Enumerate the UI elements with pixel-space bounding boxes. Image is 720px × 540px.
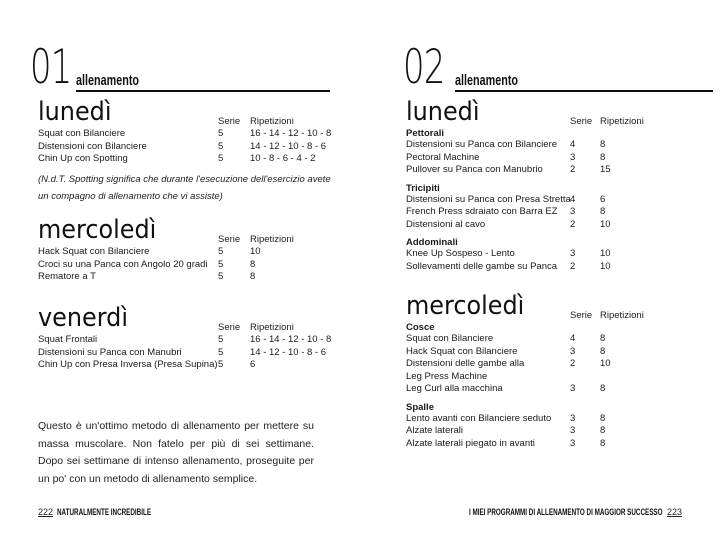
chapter-rule (455, 90, 713, 92)
exercise-sets: 3 (570, 383, 576, 394)
exercise-row (406, 425, 696, 438)
exercise-row (406, 261, 696, 274)
day-title: lunedì (406, 97, 480, 127)
day-section-wednesday (38, 216, 338, 284)
exercise-reps: 8 (600, 383, 606, 394)
exercise-sets: 3 (570, 206, 576, 217)
day-title: mercoledì (38, 215, 157, 245)
exercise-name: Lento avanti con Bilanciere seduto (406, 412, 552, 424)
exercise-sets: 5 (218, 346, 224, 358)
exercise-sets: 5 (218, 128, 224, 139)
exercise-sets: 3 (570, 412, 576, 424)
exercise-sets: 5 (218, 246, 224, 257)
day-title: mercoledì (406, 291, 525, 321)
exercise-row (406, 438, 696, 451)
exercise-row (406, 248, 696, 261)
exercise-sets: 3 (570, 437, 576, 449)
exercise-reps: 10 (600, 218, 611, 230)
exercise-reps: 8 (600, 425, 606, 436)
exercise-row (38, 128, 338, 141)
exercise-row (38, 246, 338, 259)
sets-header: Serie (218, 116, 241, 127)
page-number: 222 (38, 507, 54, 517)
exercise-sets: 2 (570, 358, 576, 369)
exercise-sets: 2 (570, 218, 576, 230)
exercise-reps: 8 (600, 139, 606, 150)
right-page (360, 0, 720, 540)
muscle-group-title: Tricipiti (406, 182, 440, 194)
muscle-group-title: Pettorali (406, 128, 445, 139)
page-footer (38, 507, 191, 517)
sets-header: Serie (570, 116, 593, 127)
exercise-reps: 14 - 12 - 10 - 8 - 6 (250, 346, 327, 358)
exercise-name: Pullover su Panca con Manubrio (406, 164, 543, 175)
exercise-reps: 10 - 8 - 6 - 4 - 2 (250, 153, 316, 164)
muscle-group (406, 402, 696, 451)
exercise-sets: 3 (570, 425, 576, 436)
exercise-reps: 14 - 12 - 10 - 8 - 6 (250, 140, 327, 152)
chapter-header (403, 40, 703, 95)
exercise-name: Croci su una Panca con Angolo 20 gradi (38, 258, 208, 270)
exercise-name: Squat con Bilanciere (406, 333, 494, 344)
day-section-monday (406, 98, 696, 273)
exercise-reps: 8 (600, 206, 606, 217)
reps-header: Ripetizioni (250, 322, 294, 333)
exercise-row (406, 194, 696, 207)
chapter-header (30, 40, 330, 95)
chapter-label: allenamento (455, 72, 519, 89)
sets-header: Serie (218, 322, 241, 333)
exercise-name: Distensioni con Bilanciere (38, 140, 147, 152)
running-title: NATURALMENTE INCREDIBILE (57, 507, 152, 517)
exercise-sets: 4 (570, 333, 576, 344)
exercise-row (406, 152, 696, 165)
exercise-name: Hack Squat con Bilanciere (38, 246, 150, 257)
chapter-label: allenamento (76, 72, 140, 89)
reps-header: Ripetizioni (600, 116, 644, 127)
exercise-reps: 8 (600, 345, 606, 357)
exercise-name: Distensioni al cavo (406, 218, 486, 230)
exercise-reps: 8 (600, 437, 606, 449)
exercise-row (406, 383, 696, 396)
exercise-sets: 4 (570, 139, 576, 150)
exercise-name: Knee Up Sospeso - Lento (406, 248, 515, 259)
exercise-row (406, 413, 696, 426)
reps-header: Ripetizioni (250, 234, 294, 245)
exercise-row (406, 358, 696, 383)
exercise-name: Pectoral Machine (406, 151, 480, 163)
exercise-name: Distensioni delle gambe alla Leg Press Machine (406, 358, 525, 382)
exercise-sets: 4 (570, 193, 576, 205)
exercise-sets: 5 (218, 359, 224, 370)
page-number: 223 (666, 507, 682, 517)
exercise-reps: 10 (600, 260, 611, 272)
page-footer (386, 507, 682, 517)
day-title: lunedì (38, 97, 112, 127)
exercise-reps: 8 (250, 271, 256, 282)
reps-header: Ripetizioni (250, 116, 294, 127)
exercise-sets: 3 (570, 248, 576, 259)
exercise-row (38, 259, 338, 272)
exercise-row (406, 206, 696, 219)
translator-note: (N.d.T. Spotting significa che durante l'esecuzione dell'esercizio avete un compagno di allenamento che vi assiste) (38, 174, 331, 202)
exercise-sets: 5 (218, 140, 224, 152)
exercise-sets: 2 (570, 164, 576, 175)
exercise-row (406, 164, 696, 177)
day-section-friday (38, 304, 338, 372)
exercise-sets: 2 (570, 260, 576, 272)
muscle-group (406, 322, 696, 396)
exercise-name: Alzate laterali (406, 425, 464, 436)
day-title: venerdì (38, 303, 129, 333)
exercise-reps: 6 (250, 359, 256, 370)
exercise-reps: 8 (600, 412, 606, 424)
muscle-group-title: Addominali (406, 237, 458, 248)
muscle-group (406, 183, 696, 232)
exercise-sets: 5 (218, 153, 224, 164)
day-section-monday (38, 98, 338, 166)
exercise-row (38, 359, 338, 372)
body-paragraph: Questo è un'ottimo metodo di allenamento per mettere su massa muscolare. Non fatelo per più di sei settimane. Dopo sei settimane di intenso allenamento, proseguite per un po' con un metodo di allenamento semplice. (38, 420, 314, 485)
exercise-reps: 8 (600, 151, 606, 163)
exercise-reps: 16 - 14 - 12 - 10 - 8 (250, 128, 332, 139)
exercise-sets: 3 (570, 345, 576, 357)
exercise-row (406, 333, 696, 346)
running-title: I MIEI PROGRAMMI DI ALLENAMENTO DI MAGGIOR SUCCESSO (469, 507, 663, 517)
day-section-wednesday (406, 292, 696, 450)
chapter-rule (76, 90, 330, 92)
exercise-reps: 16 - 14 - 12 - 10 - 8 (250, 334, 332, 345)
exercise-name: Rematore a T (38, 271, 96, 282)
exercise-reps: 10 (600, 248, 611, 259)
exercise-reps: 6 (600, 193, 606, 205)
exercise-row (38, 334, 338, 347)
muscle-group-title: Cosce (406, 322, 435, 333)
exercise-name: Chin Up con Spotting (38, 153, 128, 164)
exercise-reps: 15 (600, 164, 611, 175)
chapter-number: 01 (30, 40, 72, 95)
reps-header: Ripetizioni (600, 310, 644, 321)
exercise-name: Distensioni su Panca con Manubri (38, 346, 182, 358)
exercise-row (38, 271, 338, 284)
chapter-number: 02 (403, 40, 445, 95)
sets-header: Serie (218, 234, 241, 245)
exercise-name: Distensioni su Panca con Presa Stretta (406, 193, 571, 205)
exercise-name: Leg Curl alla macchina (406, 383, 503, 394)
exercise-name: Distensioni su Panca con Bilanciere (406, 139, 558, 150)
exercise-reps: 8 (250, 258, 256, 270)
exercise-name: French Press sdraiato con Barra EZ (406, 206, 558, 217)
exercise-reps: 10 (250, 246, 261, 257)
exercise-reps: 10 (600, 358, 611, 369)
exercise-sets: 5 (218, 271, 224, 282)
muscle-group (406, 128, 696, 177)
exercise-row (406, 139, 696, 152)
exercise-name: Sollevamenti delle gambe su Panca (406, 260, 558, 272)
exercise-name: Alzate laterali piegato in avanti (406, 437, 535, 449)
exercise-row (406, 346, 696, 359)
exercise-name: Squat Frontali (38, 334, 98, 345)
muscle-group-title: Spalle (406, 401, 434, 413)
sets-header: Serie (570, 310, 593, 321)
muscle-group (406, 237, 696, 273)
exercise-name: Chin Up con Presa Inversa (Presa Supina) (38, 359, 218, 370)
exercise-row (406, 219, 696, 232)
exercise-reps: 8 (600, 333, 606, 344)
exercise-row (38, 153, 338, 166)
exercise-row (38, 141, 338, 154)
exercise-sets: 5 (218, 258, 224, 270)
exercise-row (38, 347, 338, 360)
exercise-sets: 5 (218, 334, 224, 345)
exercise-name: Hack Squat con Bilanciere (406, 345, 518, 357)
exercise-name: Squat con Bilanciere (38, 128, 126, 139)
exercise-sets: 3 (570, 151, 576, 163)
